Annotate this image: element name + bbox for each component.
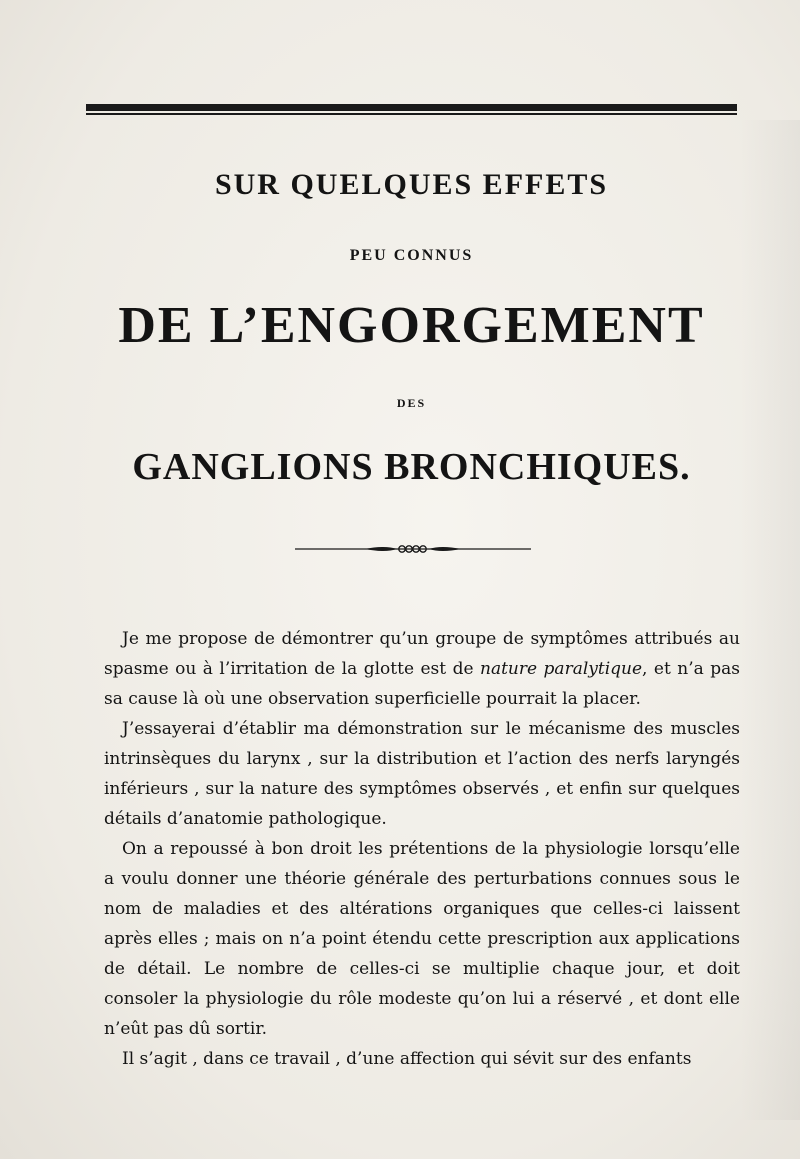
header-double-rule — [86, 104, 737, 115]
paragraph-2: J’essayerai d’établir ma démonstration sur le mécanisme des muscles intrinsèques du larynx , sur la distribution et l’action des nerfs laryngés inférieurs , sur la nature des symptômes observés , et enfin sur quelques détails d’anatomie pathologique. — [104, 719, 740, 829]
paragraph-4: Il s’agit , dans ce travail , d’une affection qui sévit sur des enfants — [122, 1049, 692, 1069]
title-line-ganglions: GANGLIONS BRONCHIQUES. — [132, 446, 691, 488]
title-line-2: PEU CONNUS — [349, 247, 474, 264]
bleed-through-shadow — [740, 120, 800, 1120]
paragraph-1-italic: nature paralytique — [480, 659, 643, 679]
title-line-1: SUR QUELQUES EFFETS — [214, 168, 609, 201]
body-text — [104, 624, 740, 1074]
paragraph-1-text-a: Je me propose de démontrer qu’un groupe de symptômes attribués au spasme ou à l’irritation de la glotte est de — [104, 629, 740, 679]
title-line-main: DE L’ENGORGEMENT — [118, 297, 705, 354]
title-line-des: DES — [396, 396, 427, 410]
paragraph-3: On a repoussé à bon droit les prétentions de la physiologie lorsqu’elle a voulu donner une théorie générale des perturbations connues sous le nom de maladies et des altérations organiques que celles-ci laissent après elles ; mais on n’a point étendu cette prescription aux applications de détail. Le nombre de celles-ci se multiplie chaque jour, et doit consoler la physiologie du rôle modeste qu’on lui a réservé , et dont elle n’eût pas dû sortir. — [104, 839, 740, 1039]
ornament-rule-icon — [295, 543, 531, 555]
paragraph-1-text-b: , et n’a pas sa cause là où une observation superficielle pourrait la placer. — [104, 659, 740, 709]
paragraph-1 — [104, 624, 740, 714]
